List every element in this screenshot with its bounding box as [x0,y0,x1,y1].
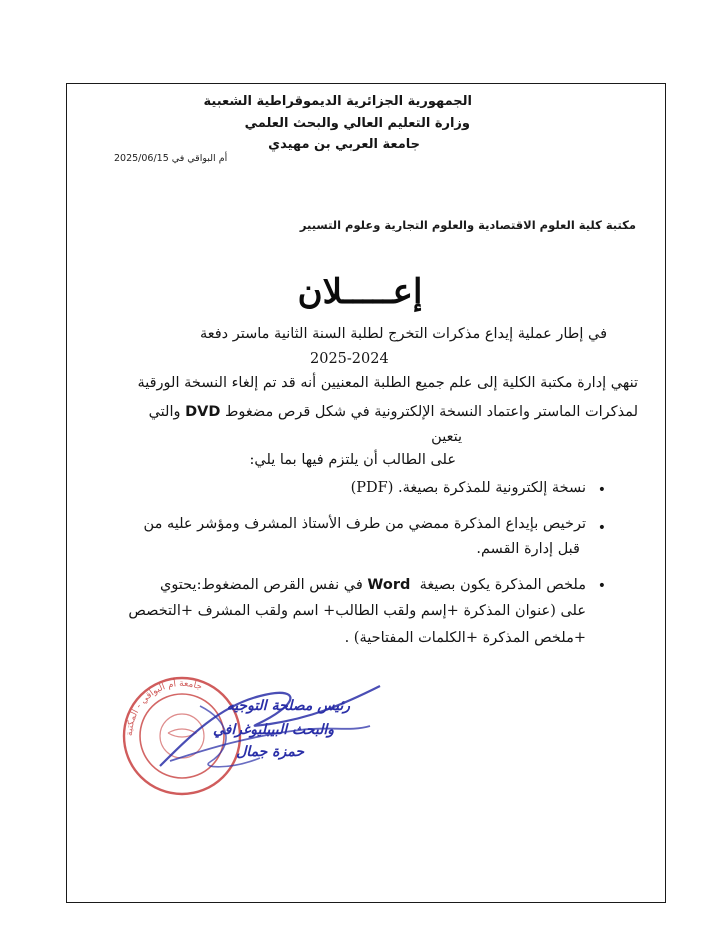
bullet-icon: • [597,578,606,594]
bullet-icon: • [597,520,606,536]
requirement-authorization-line-1: ترخيص بإيداع المذكرة ممضي من طرف الأستاذ المشرف ومؤشر عليه من [143,516,586,532]
body-line-4-pre: لمذكرات الماستر واعتماد النسخة الإلكترونية في شكل قرص مضغوط [225,404,638,420]
signatory-name: حمزة جمال [236,744,304,760]
signatory-title-line-1: رئيس مصلحة التوجيه [226,698,350,714]
word-format-label: Word [367,577,411,593]
place-date-line: أم البواقي في 2025/06/15 [114,153,228,164]
body-line-3: تنهي إدارة مكتبة الكلية إلى علم جميع الطلبة المعنيين أنه قد تم إلغاء النسخة الورقية [137,375,638,391]
requirement-summary-line-1 [160,577,586,593]
body-line-6: على الطالب أن يلتزم فيها بما يلي: [249,452,456,468]
body-line-5: يتعين [431,429,462,445]
republic-name: الجمهورية الجزائرية الديموقراطية الشعبية [203,94,472,109]
requirement-summary-line-2: على (عنوان المذكرة +إسم ولقب الطالب+ اسم ولقب المشرف +التخصص [128,603,586,619]
summary-pre: ملخص المذكرة يكون بصيغة [419,577,586,593]
ministry-name: وزارة التعليم العالي والبحث العلمي [244,116,470,131]
body-line-4-post: والتي [148,404,181,420]
requirement-pdf: نسخة إلكترونية للمذكرة بصيغة. (PDF) [350,480,586,496]
summary-post: في نفس القرص المضغوط:يحتوي [159,577,363,593]
requirement-summary-line-3: +ملخص المذكرة +الكلمات المفتاحية) . [344,630,586,646]
university-name: جامعة العربي بن مهيدي [268,137,420,152]
signatory-title-line-2: والبحث البيبليوغرافي [212,722,334,738]
announcement-title: إعـــــلان [297,272,423,312]
body-line-1: في إطار عملية إيداع مذكرات التخرج لطلبة السنة الثانية ماستر دفعة [199,326,607,342]
promotion-year: 2025-2024 [310,351,389,367]
stamp-text: جامعة أم البواقي - المكتبة [124,678,204,737]
bullet-icon: • [597,482,606,498]
requirement-authorization-line-2: قبل إدارة القسم. [476,541,580,557]
library-name: مكتبة كلية العلوم الاقتصادية والعلوم التجارية وعلوم التسيير [299,218,636,232]
body-line-4 [149,404,638,420]
dvd-label: DVD [185,404,221,420]
